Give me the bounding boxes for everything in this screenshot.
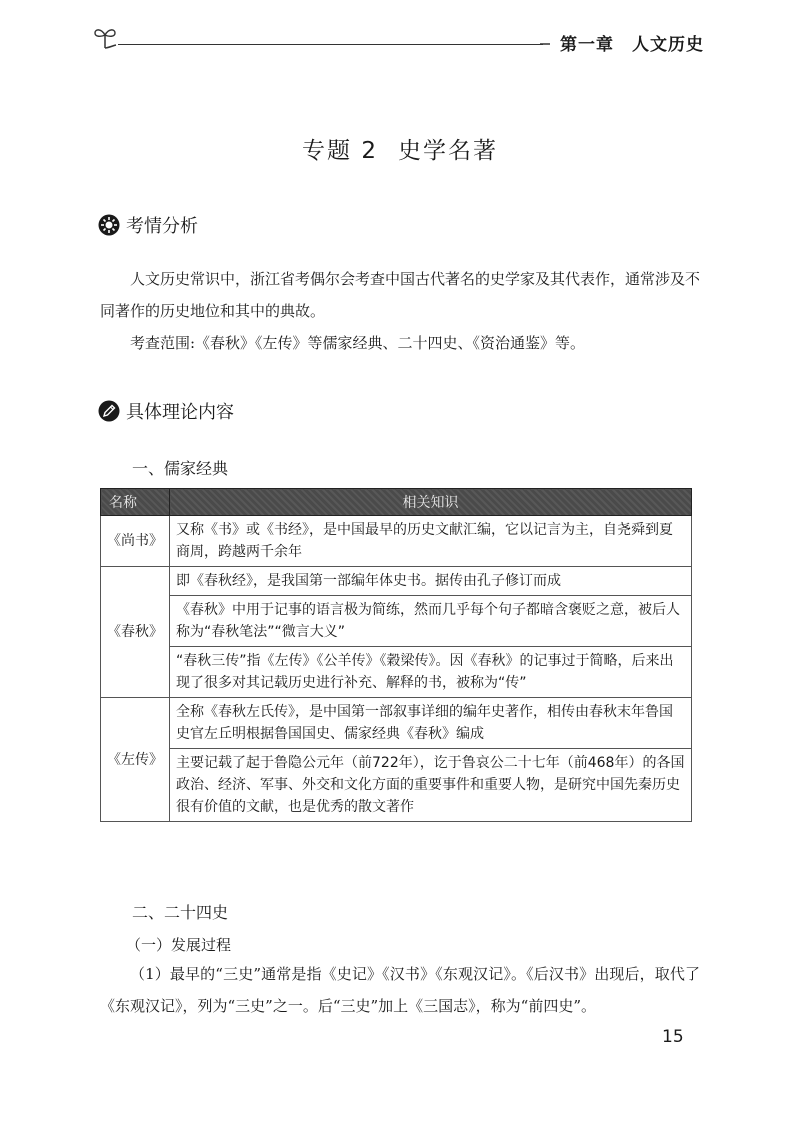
header-rule-end [540, 40, 550, 48]
subheading-confucian-classics: 一、儒家经典 [132, 459, 229, 478]
analysis-body [100, 263, 700, 359]
pencil-badge-icon [98, 400, 120, 422]
table-row [101, 749, 692, 822]
history-paragraph-1: （1）最早的“三史”通常是指《史记》《汉书》《东观汉记》。《后汉书》出现后，取代了《东观汉记》，列为“三史”之一。后“三史”加上《三国志》，称为“前四史”。 [100, 965, 700, 1015]
topic-title [0, 132, 800, 165]
classics-table [100, 488, 692, 822]
table-cell: 主要记载了起于鲁隐公元年（前722年），讫于鲁哀公二十七年（前468年）的各国政治、经济、军事、外交和文化方面的重要事件和重要人物，是研究中国先秦历史很有价值的文献，也是优秀的散文著作 [170, 749, 692, 822]
table-row [101, 567, 692, 596]
table-row [101, 698, 692, 749]
subheading-development: （一）发展过程 [126, 936, 232, 954]
book-name-chunqiu: 《春秋》 [101, 567, 170, 698]
section-label: 人文历史 [632, 35, 704, 55]
table-row [101, 647, 692, 698]
analysis-title: 考情分析 [126, 216, 198, 237]
analysis-heading [98, 212, 198, 238]
table-cell: “春秋三传”指《左传》《公羊传》《穀梁传》。因《春秋》的记事过于简略，后来出现了很多对其记载历史进行补充、解释的书，被称为“传” [170, 647, 692, 698]
table-header-row [101, 489, 692, 516]
header-name: 名称 [101, 489, 170, 516]
page-number: 15 [662, 1027, 684, 1047]
table-cell: 又称《书》或《书经》，是中国最早的历史文献汇编，它以记言为主，自尧舜到夏商周，跨越两千余年 [170, 516, 692, 567]
sprout-logo-icon [92, 24, 118, 50]
history-body [100, 958, 700, 1022]
header-knowledge: 相关知识 [170, 489, 692, 516]
analysis-paragraph-2: 考查范围:《春秋》《左传》等儒家经典、二十四史、《资治通鉴》等。 [130, 334, 586, 352]
subheading-twenty-four-histories: 二、二十四史 [132, 903, 229, 922]
table-cell: 全称《春秋左氏传》，是中国第一部叙事详细的编年史著作，相传由春秋末年鲁国史官左丘明根据鲁国国史、儒家经典《春秋》编成 [170, 698, 692, 749]
theory-title: 具体理论内容 [126, 402, 234, 423]
sun-badge-icon [98, 214, 120, 236]
topic-name: 史学名著 [397, 138, 498, 164]
analysis-paragraph-1: 人文历史常识中，浙江省考偶尔会考查中国古代著名的史学家及其代表作，通常涉及不同著作的历史地位和其中的典故。 [100, 270, 701, 320]
header-rule [118, 44, 543, 45]
chapter-label: 第一章 [560, 35, 614, 55]
topic-number: 专题 2 [302, 138, 378, 164]
table-cell: 即《春秋经》，是我国第一部编年体史书。据传由孔子修订而成 [170, 567, 692, 596]
book-name-shangshu: 《尚书》 [101, 516, 170, 567]
table-row [101, 596, 692, 647]
table-cell: 《春秋》中用于记事的语言极为简练，然而几乎每个句子都暗含褒贬之意，被后人称为“春秋笔法”“微言大义” [170, 596, 692, 647]
table-row [101, 516, 692, 567]
running-header [560, 30, 722, 55]
theory-heading [98, 398, 234, 424]
book-name-zuozhuan: 《左传》 [101, 698, 170, 822]
